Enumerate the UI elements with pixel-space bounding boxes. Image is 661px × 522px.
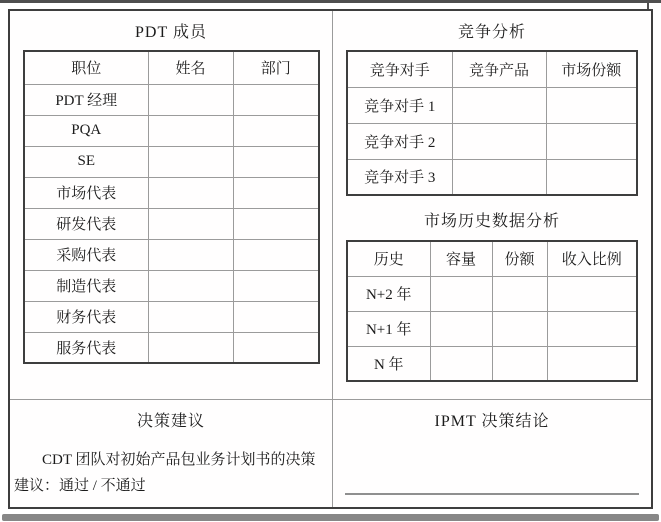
pdt_members-row-label: PQA [24,115,148,146]
competition-empty-cell [546,159,637,195]
table-row [347,159,637,195]
pdt_members-empty-cell [233,84,319,115]
quadrant-competition [333,11,651,400]
pdt_members-column-header: 部门 [233,51,319,84]
market_history-column-header: 份额 [492,241,547,276]
competition-row-label: 竞争对手 3 [347,159,452,195]
market_history-empty-cell [547,346,637,381]
table-row [24,146,319,177]
market_history-header-row [347,241,637,276]
pdt_members-empty-cell [148,239,233,270]
decision-advice-line: 建议：通过 / 不通过 [14,478,146,494]
pdt_members-row-label: 服务代表 [24,332,148,363]
pdt_members-row-label: SE [24,146,148,177]
pdt_members-empty-cell [148,84,233,115]
pdt_members-empty-cell [233,270,319,301]
table-row [24,115,319,146]
market_history-row-label: N 年 [347,346,430,381]
pdt_members-row-label: PDT 经理 [24,84,148,115]
decision-advice-line: CDT 团队对初始产品包业务计划书的决策 [42,452,316,468]
cropped-bottom-band [2,514,659,521]
pdt_members-empty-cell [148,332,233,363]
market_history-empty-cell [492,276,547,311]
market_history-row-label: N+2 年 [347,276,430,311]
pdt_members-empty-cell [233,208,319,239]
pdt_members-empty-cell [233,177,319,208]
pdt_members-column-header: 姓名 [148,51,233,84]
pdt_members-empty-cell [233,239,319,270]
table-row [347,123,637,159]
table-row [24,270,319,301]
market_history-empty-cell [430,276,492,311]
pdt_members-empty-cell [148,301,233,332]
ipmt-conclusion-blank-line [345,493,639,495]
pdt_members-empty-cell [233,332,319,363]
pdt_members-empty-cell [233,146,319,177]
competition-empty-cell [546,123,637,159]
pdt_members-empty-cell [233,115,319,146]
pdt_members-row-label: 制造代表 [24,270,148,301]
pdt_members-empty-cell [148,115,233,146]
quadrant-pdt-members [10,11,333,400]
table-row [24,239,319,270]
market-history-title: 市场历史数据分析 [423,213,560,230]
pdt_members-empty-cell [148,208,233,239]
market_history-empty-cell [492,346,547,381]
pdt-members-title: PDT 成员 [135,24,207,41]
competition-column-header: 市场份额 [546,51,637,87]
pdt_members-empty-cell [148,146,233,177]
competition-title: 竞争分析 [457,24,526,41]
pdt_members-empty-cell [148,270,233,301]
figure-frame [8,9,653,509]
pdt_members-row-label: 市场代表 [24,177,148,208]
competition-row-label: 竞争对手 2 [347,123,452,159]
quadrant-ipmt-conclusion [333,400,651,507]
market_history-empty-cell [547,276,637,311]
quadrant-decision-advice [10,400,333,507]
pdt-members-table [23,50,320,364]
market_history-empty-cell [430,346,492,381]
competition-empty-cell [546,87,637,123]
pdt_members-empty-cell [148,177,233,208]
market_history-empty-cell [547,311,637,346]
decision-advice-text [10,447,332,499]
competition-empty-cell [452,123,546,159]
decision-advice-title: 决策建议 [136,413,205,430]
market-history-table [346,240,638,382]
table-row [347,346,637,381]
table-row [347,311,637,346]
table-row [347,87,637,123]
table-row [24,301,319,332]
pdt_members-header-row [24,51,319,84]
table-row [24,208,319,239]
competition-column-header: 竞争对手 [347,51,452,87]
competition-row-label: 竞争对手 1 [347,87,452,123]
competition-empty-cell [452,87,546,123]
pdt_members-row-label: 研发代表 [24,208,148,239]
competition-table [346,50,638,196]
table-row [24,332,319,363]
competition-empty-cell [452,159,546,195]
market_history-row-label: N+1 年 [347,311,430,346]
table-row [347,276,637,311]
ipmt-conclusion-title: IPMT 决策结论 [434,413,550,430]
table-row [24,177,319,208]
market_history-column-header: 容量 [430,241,492,276]
competition-column-header: 竞争产品 [452,51,546,87]
market_history-empty-cell [430,311,492,346]
market_history-empty-cell [492,311,547,346]
pdt_members-row-label: 采购代表 [24,239,148,270]
competition-header-row [347,51,637,87]
table-row [24,84,319,115]
pdt_members-row-label: 财务代表 [24,301,148,332]
cropped-top-rule [0,0,661,3]
pdt_members-column-header: 职位 [24,51,148,84]
market_history-column-header: 历史 [347,241,430,276]
pdt_members-empty-cell [233,301,319,332]
market_history-column-header: 收入比例 [547,241,637,276]
